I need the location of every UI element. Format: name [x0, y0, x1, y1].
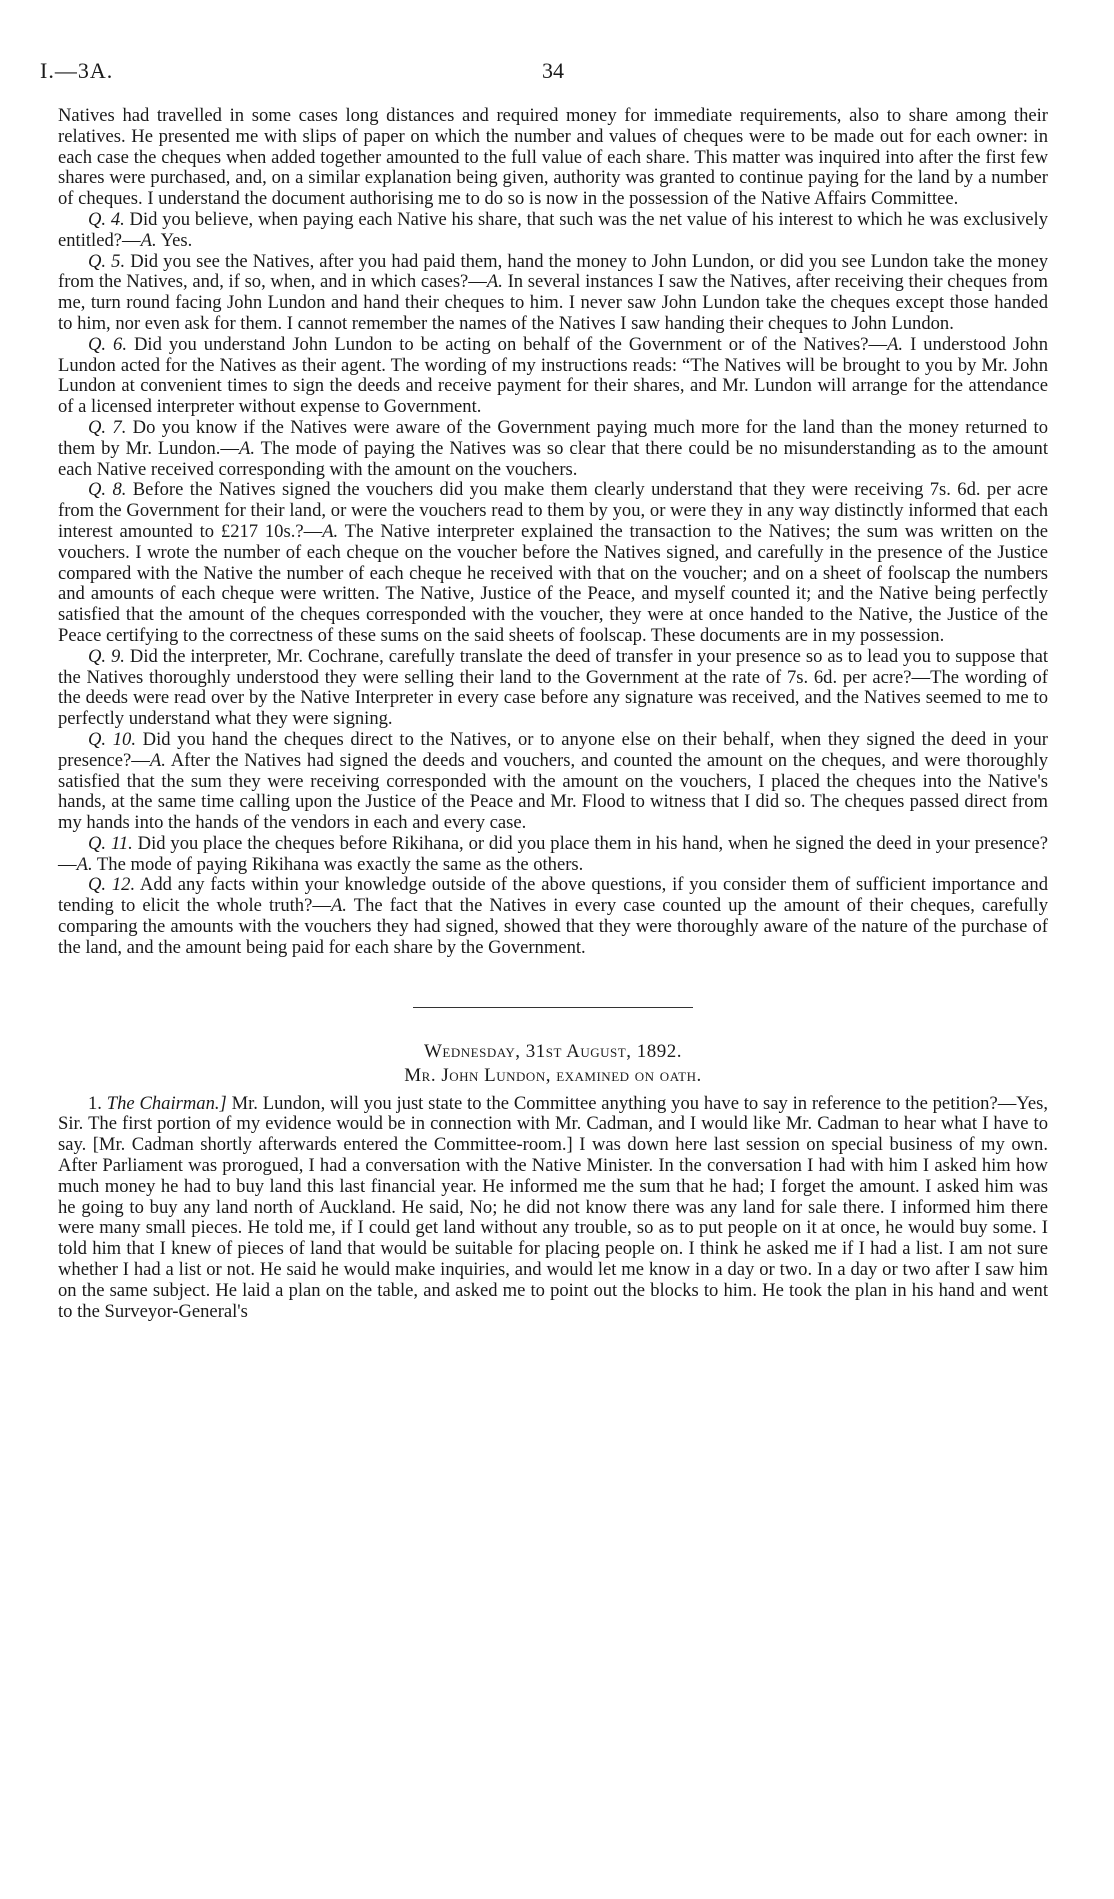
examination-text [58, 1094, 1048, 1323]
question-8 [58, 480, 1048, 646]
question-number: Q. 12. [88, 874, 136, 896]
page-number: 34 [542, 58, 564, 83]
answer-text: After the Natives had signed the deeds and vouchers, and counted the amount on the cheques, and were thoroughly satisfied that the sum they were receiving corresponded with the amount on the vouchers, I placed the cheques into the Native's hands, at the same time calling upon the Justice of the Peace and Mr. Flood to witness that I did so. The cheques passed direct from my hands into the hands of the vendors in each and every case. [58, 749, 1048, 834]
document-reference: I.—3A. [40, 58, 114, 83]
question-number: Q. 4. [88, 208, 125, 230]
question-5 [58, 252, 1048, 335]
answer-text: The mode of paying Rikihana was exactly the same as the others. [92, 853, 584, 875]
question-text: Did you hand the cheques direct to the Natives, or to anyone else on their behalf, when they signed the deed in your presence?— [58, 728, 1048, 771]
paragraph-text: Natives had travelled in some cases long distances and required money for immediate requirements, also to share among their relatives. He presented me with slips of paper on which the number and values of cheques were to be made out for each owner: in each case the cheques when added together amounted to the full value of each share. This matter was inquired into after the first few shares were purchased, and, on a similar explanation being given, authority was granted to continue paying for the land by a number of cheques. I understand the document authorising me to do so is now in the possession of the Native Affairs Committee. [58, 105, 1048, 210]
answer-marker: A. [486, 271, 503, 293]
answer-text: The fact that the Natives in every case counted up the amount of their cheques, carefully comparing the amounts with the vouchers they had signed, showed that they were thoroughly aware of the nature of the purchase of the land, and the amount being paid for each share by the Government. [58, 895, 1048, 958]
question-4 [58, 210, 1048, 252]
question-number: Q. 11. [88, 832, 133, 854]
question-number: Q. 6. [88, 333, 128, 355]
page-header [40, 50, 1048, 88]
question-number: Q. 10. [88, 728, 136, 750]
question-text: Before the Natives signed the vouchers did you make them clearly understand that they were receiving 7s. 6d. per acre from the Government for their land, or were the vouchers read to them by you, or were they in any way distinctly informed that each interest amounted to £217 10s.?— [58, 479, 1048, 542]
answer-text: I understood John Lundon acted for the Natives as their agent. The wording of my instructions reads: “The Natives will be brought to you by Mr. John Lundon at convenient times to sign the deeds and receive payment for their shares, and Mr. Lundon will arrange for the attendance of a licensed interpreter without expense to Government. [58, 333, 1048, 418]
question-number: Q. 9. [88, 645, 125, 667]
witness-heading [58, 1064, 1048, 1088]
question-9 [58, 647, 1048, 730]
question-text: Did you understand John Lundon to be acting on behalf of the Government or of the Natives?— [127, 333, 888, 355]
document-page [40, 50, 1049, 1322]
question-10 [58, 730, 1048, 834]
question-number: 1. [88, 1092, 102, 1114]
examination-body: Mr. Lundon, will you just state to the Committee anything you have to say in reference to the petition?—Yes, Sir. The first portion of my evidence would be in connection with Mr. Cadman, and I would like Mr. Cadman to hear what I have to say. [Mr. Cadman shortly afterwards entered the Committee-room.] I was down here last session on special business of my own. After Parliament was prorogued, I had a conversation with the Native Minister. In the conversation I had with him I asked him how much money he had to buy land this last financial year. He informed me the sum that he had; I forget the amount. I asked him was he going to buy any land north of Auckland. He said, No; he did not know there was any land for sale there. I informed him there were many small pieces. He told me, if I could get land without any trouble, so as to put people on it at once, he would buy some. I told him that I knew of pieces of land that would be suitable for placing people on. I think he asked me if I had a list. I am not sure whether I had a list or not. He said he would make inquiries, and would let me know in a day or two. In a day or two after I saw him on the same subject. He laid a plan on the table, and asked me to point out the blocks to him. He took the plan in his hand and went to the Surveyor-General's [58, 1092, 1048, 1322]
question-12 [58, 875, 1048, 958]
answer-text: In several instances I saw the Natives, after receiving their cheques from me, turn round facing John Lundon and hand their cheques to him. I never saw John Lundon take the cheques except those handed to him, nor even ask for them. I cannot remember the names of the Natives I saw handing their cheques to John Lundon. [58, 271, 1048, 334]
answer-marker: A. [76, 853, 93, 875]
answer-marker: A. [330, 895, 347, 917]
question-text: Did you place the cheques before Rikihana, or did you place them in his hand, when he signed the deed in your presence?— [58, 832, 1048, 875]
question-11 [58, 834, 1048, 876]
answer-marker: A. [322, 520, 339, 542]
session-date-heading: Wednesday, 31st August, 1892. [424, 1040, 682, 1062]
answer-marker: A. [140, 229, 157, 251]
question-text: Add any facts within your knowledge outside of the above questions, if you consider them of sufficient importance and tending to elicit the whole truth?— [58, 874, 1048, 917]
question-number: Q. 8. [88, 479, 127, 501]
question-number: Q. 7. [88, 416, 127, 438]
question-number: Q. 5. [88, 250, 126, 272]
question-7 [58, 418, 1048, 480]
examination-paragraph [58, 1094, 1048, 1323]
paragraph-continuation [58, 106, 1048, 210]
answer-text: The Native interpreter explained the transaction to the Natives; the sum was written on the vouchers. I wrote the number of each cheque on the voucher before the Natives signed, and carefully in the presence of the Justice compared with the Native the number of each cheque he received with that on the voucher; and on a sheet of foolscap the numbers and amounts of each cheque were written. The Native, Justice of the Peace, and myself counted it; and the Native being perfectly satisfied that the amount of the cheques corresponded with the voucher, they were at once handed to the Native, the Justice of the Peace certifying to the correctness of these sums on the said sheets of foolscap. These documents are in my possession. [58, 520, 1048, 646]
question-text: Did you believe, when paying each Native his share, that such was the net value of his interest to which he was exclusively entitled?— [58, 208, 1049, 251]
answer-marker: A. [239, 437, 256, 459]
answer-marker: A. [887, 333, 904, 355]
question-text: Do you know if the Natives were aware of the Government paying much more for the land than the money returned to them by Mr. Lundon.— [58, 416, 1048, 459]
question-text: Did the interpreter, Mr. Cochrane, carefully translate the deed of transfer in your presence so as to lead you to suppose that the Natives thoroughly understood they were selling their land to the Government at the rate of 7s. 6d. per acre?—The wording of the deeds were read over by the Native Interpreter in every case before any signature was received, and the Natives seemed to me to perfectly understand what they were signing. [58, 645, 1049, 730]
questions-and-answers [58, 106, 1048, 959]
speaker-name: The Chairman.] [106, 1092, 227, 1114]
witness-text: Mr. John Lundon, examined on oath. [404, 1064, 702, 1086]
answer-text: Yes. [156, 229, 193, 251]
question-6 [58, 335, 1048, 418]
answer-text: The mode of paying the Natives was so clear that there could be no misunderstanding as to the amount each Native received corresponding with the amount on the vouchers. [58, 437, 1048, 480]
answer-marker: A. [149, 749, 166, 771]
section-divider [413, 1007, 693, 1008]
question-text: Did you see the Natives, after you had paid them, hand the money to John Lundon, or did you see Lundon take the money from the Natives, and, if so, when, and in which cases?— [58, 250, 1049, 293]
